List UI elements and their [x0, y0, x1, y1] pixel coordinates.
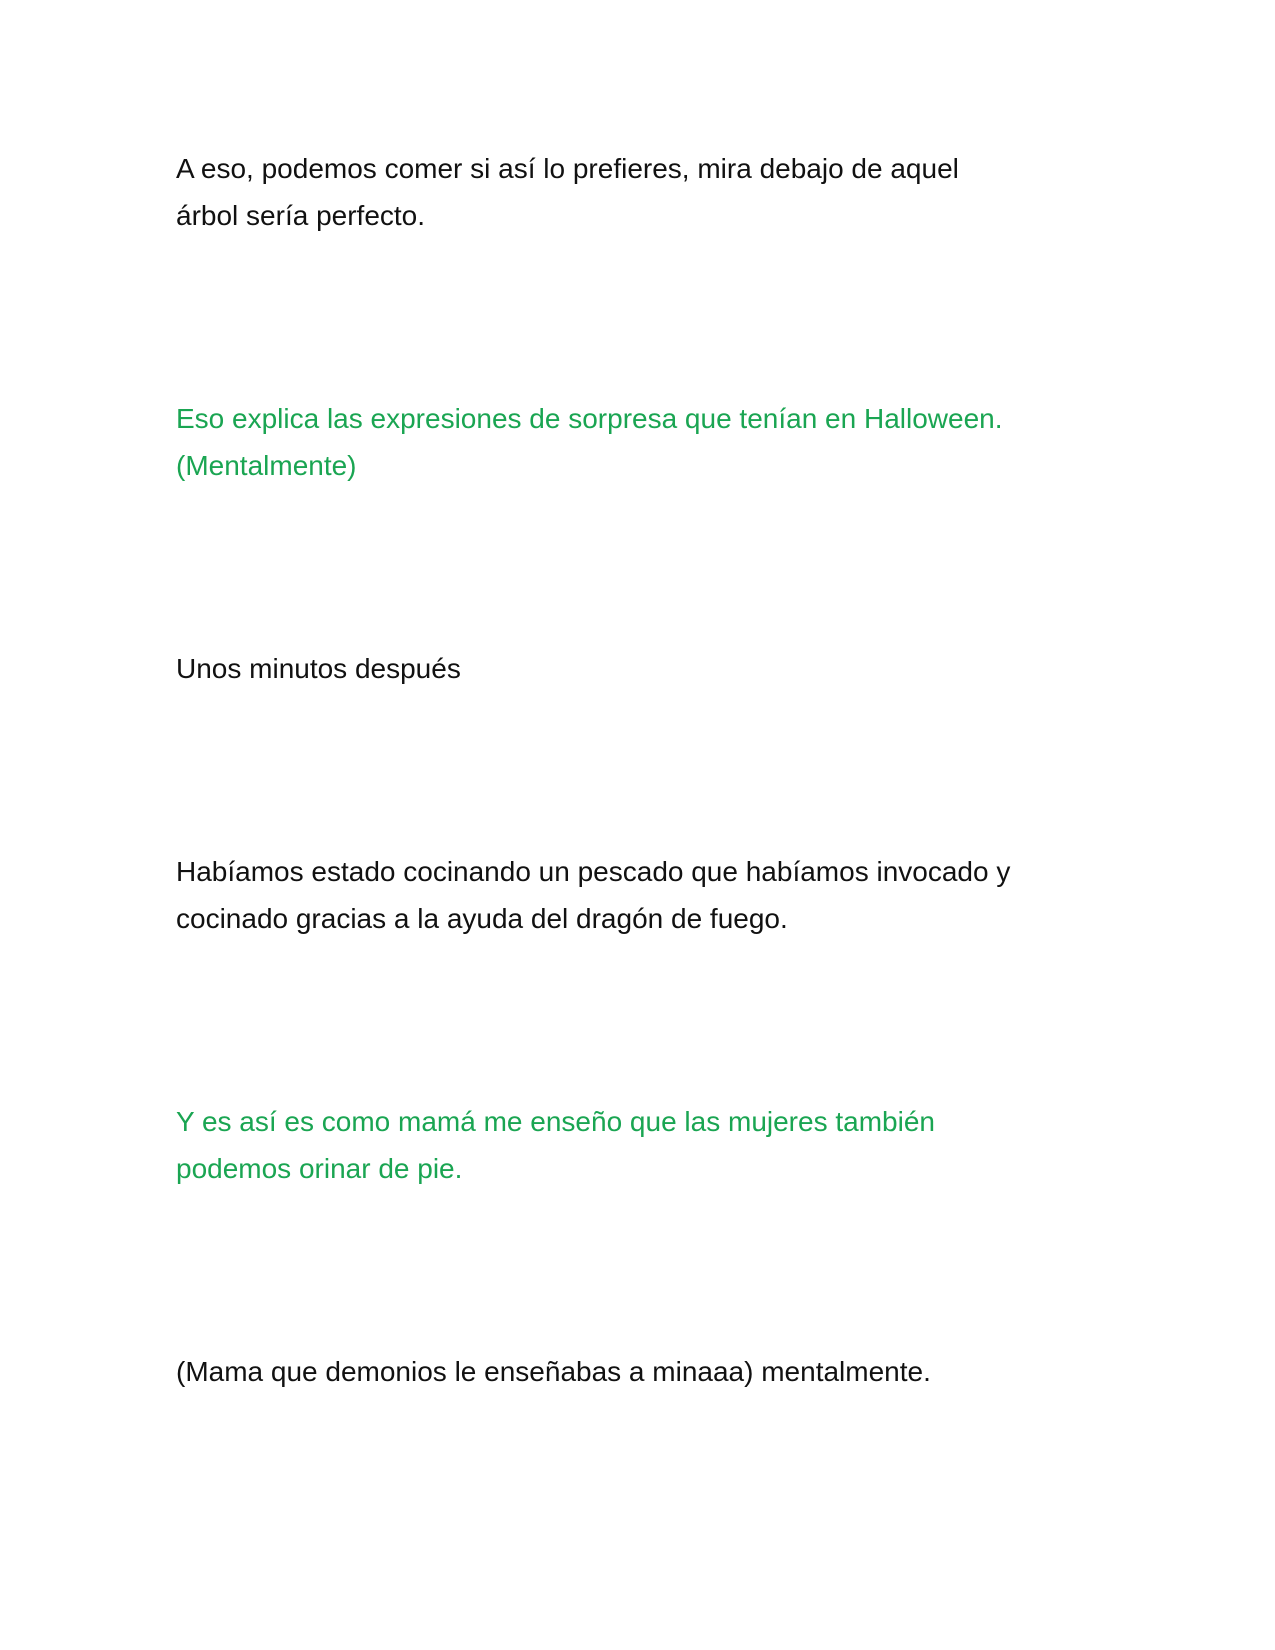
paragraph-line: Habíamos estado cocinando un pescado que habíamos invocado y — [176, 856, 1011, 887]
paragraph-line: cocinado gracias a la ayuda del dragón de fuego. — [176, 903, 788, 934]
paragraph-line: árbol sería perfecto. — [176, 200, 426, 231]
paragraph-line: Y es así es como mamá me enseño que las mujeres también — [176, 1106, 935, 1137]
paragraph-6 — [176, 1348, 1096, 1395]
paragraph-line: podemos orinar de pie. — [176, 1153, 463, 1184]
paragraph-line: Eso explica las expresiones de sorpresa que tenían en Halloween. — [176, 403, 1003, 434]
paragraph-line: (Mentalmente) — [176, 450, 357, 481]
paragraph-2-thought — [176, 395, 1096, 489]
paragraph-4 — [176, 848, 1096, 942]
paragraph-line: (Mama que demonios le enseñabas a minaaa) mentalmente. — [176, 1356, 931, 1387]
paragraph-line: Unos minutos después — [176, 653, 461, 684]
paragraph-1 — [176, 145, 1096, 239]
paragraph-3 — [176, 645, 1096, 692]
paragraph-5-thought — [176, 1098, 1096, 1192]
paragraph-line: A eso, podemos comer si así lo prefieres, mira debajo de aquel — [176, 153, 959, 184]
